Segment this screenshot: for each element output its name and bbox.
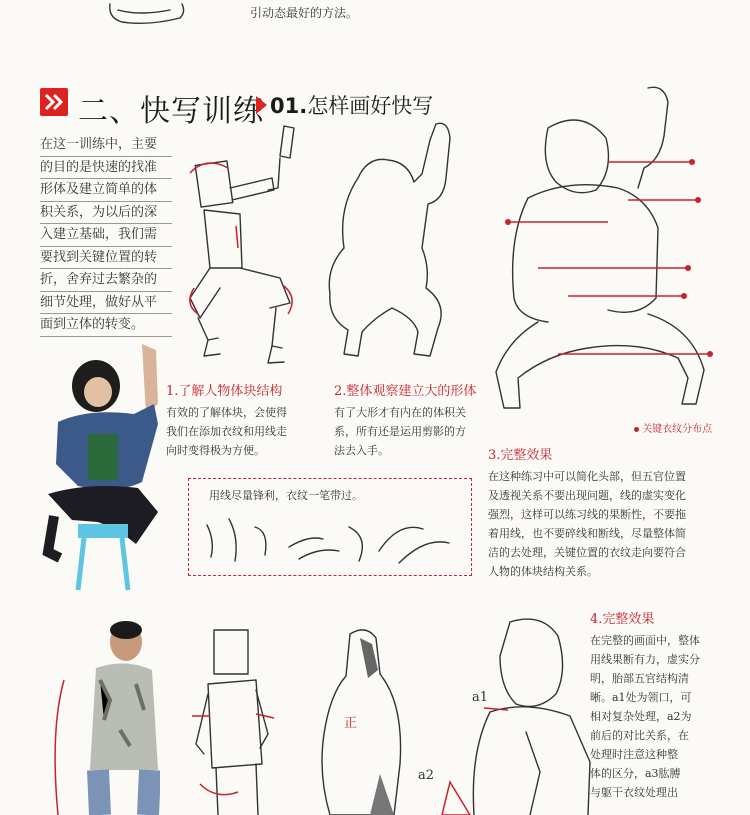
tip-2 [334,380,504,460]
red-dot-icon [634,427,639,432]
section-title: 二、快写训练 [78,94,264,129]
tip-3 [488,444,738,581]
line-drawing-sketch [478,78,740,430]
intro-line: 入建立基础，我们需 [40,224,172,247]
intro-line: 在这一训练中，主要 [40,134,172,157]
label-zheng: 正 [344,716,358,731]
stroke-practice-box [188,478,472,576]
stroke-samples [199,507,461,569]
mannequin-sketch-1 [180,118,320,368]
tip-2-body: 有了大形才有内在的体积关 系，所有还是运用剪影的方 法去入手。 [334,406,466,457]
intro-line: 的目的是快速的找准 [40,157,172,180]
silhouette-sketch [318,118,478,368]
tip-2-title: 2.整体观察建立大的形体 [334,384,477,399]
key-point-legend: 关键衣纹分布点 [634,420,712,435]
section-badge [40,88,68,116]
model-photo-1 [38,344,168,592]
intro-line: 积关系，为以后的深 [40,202,172,225]
tip-4-body: 在完整的画面中，整体 用线果断有力，虚实分 明，胎部五官结构清 晰。a1处为领口，可 相对复杂处理，a2为 前后的对比关系，在 处理时注意这种整 体的区分，a3肱膊 与躯干衣纹处理出 [590,634,700,799]
top-caption: 引动态最好的方法。 [250,6,359,20]
tip-3-title: 3.完整效果 [488,448,553,463]
silhouette-sketch-2 [310,624,430,815]
stroke-box-label: 用线尽量锋利，衣纹一笔带过。 [209,489,363,502]
intro-line: 面到立体的转变。 [40,314,172,337]
final-drawing-sketch [430,612,594,815]
intro-line: 细节处理，做好从平 [40,292,172,315]
tip-1-body: 有效的了解体块，会使得 我们在添加衣纹和用线走 向时变得极为方便。 [166,406,287,457]
mannequin-sketch-2 [186,624,296,815]
tip-3-body: 在这种练习中可以简化头部，但五官位置 及透视关系不要出现问题，线的虚实变化 强烈，这样可以练习线的果断性，不要拖 着用线，也不要碎线和断线，尽量整体简 洁的去处理，关键位置的衣纹走向要符合 人物的体块结构关系。 [488,470,686,578]
intro-line: 要找到关键位置的转 [40,247,172,270]
top-shoe-sketch [100,0,190,28]
intro-line: 形体及建立简单的体 [40,179,172,202]
tip-1-title: 1.了解人物体块结构 [166,384,283,399]
section-subtitle: 01.怎样画好快写 [270,94,434,118]
tip-4-title: 4.完整效果 [590,612,655,627]
intro-paragraph [40,134,172,337]
label-a1: a1 [472,690,489,705]
intro-line: 折，舍弃过去繁杂的 [40,269,172,292]
double-chevron-icon [40,88,68,116]
tip-1 [166,380,336,460]
tip-4 [590,608,740,802]
label-a2: a2 [418,768,435,783]
triangle-arrow-icon [256,96,267,114]
model-photo-2 [40,620,160,815]
